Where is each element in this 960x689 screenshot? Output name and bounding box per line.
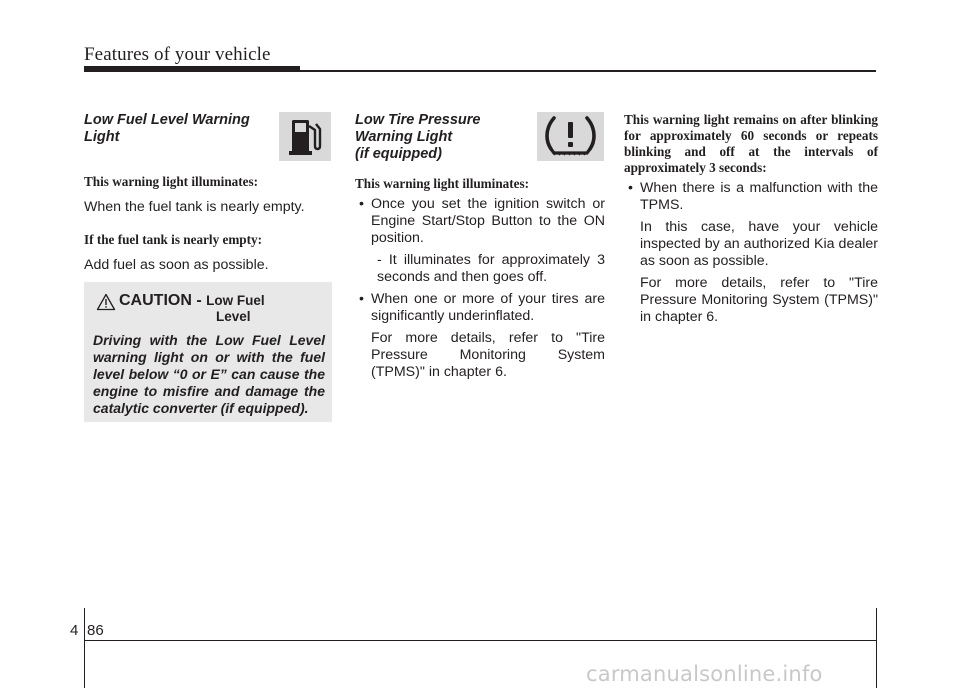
footer-left-crop-line [84, 608, 85, 688]
low-fuel-lead-1: This warning light illuminates: [84, 174, 259, 189]
page-number: 86 [87, 622, 104, 639]
tpms-lead: This warning light remains on after blinking for approximately 60 seconds or repeats blinking and off at the intervals of approximately 3 seconds: [624, 112, 878, 175]
low-tire-title-line-2: Warning Light [355, 129, 453, 145]
caution-subject-line-1: Low Fuel [206, 293, 265, 308]
caution-label: CAUTION - [119, 292, 202, 309]
warning-triangle-icon [96, 293, 116, 316]
footer-right-crop-line [876, 608, 877, 688]
low-tire-title-line-3: (if equipped) [355, 146, 442, 162]
low-tire-bullet-2-text: When one or more of your tires are significantly underinflated. [371, 291, 605, 324]
low-fuel-title: Low Fuel Level Warning Light [84, 112, 250, 145]
low-tire-title [355, 112, 530, 163]
tpms-bullet-1: • When there is a malfunction with the TPMS. [628, 180, 878, 213]
low-tire-bullet-1: • Once you set the ignition switch or Engine Start/Stop Button to the ON position. [359, 196, 605, 246]
watermark: carmanualsonline.info [586, 662, 823, 686]
tpms-bullet-1-text: When there is a malfunction with the TPMS. [640, 180, 878, 213]
low-tire-sub-1 [355, 252, 605, 286]
low-tire-bullet-1-text: Once you set the ignition switch or Engine Start/Stop Button to the ON position. [371, 196, 605, 246]
tpms-text-1: In this case, have your vehicle inspected by an authorized Kia dealer as soon as possible. [640, 219, 878, 269]
tpms-malfunction-section [624, 112, 878, 326]
header-rule-thin [300, 70, 876, 72]
low-tire-sub-1-text: - It illuminates for approximately 3 seconds and then goes off. [377, 252, 605, 285]
low-tire-note: For more details, refer to "Tire Pressure Monitoring System (TPMS)" in chapter 6. [371, 330, 605, 380]
tpms-note: For more details, refer to "Tire Pressure Monitoring System (TPMS)" in chapter 6. [640, 275, 878, 325]
low-fuel-lead-2: If the fuel tank is nearly empty: [84, 232, 263, 247]
low-fuel-text-1: When the fuel tank is nearly empty. [84, 199, 305, 215]
footer-rule [84, 640, 876, 641]
caution-box [84, 282, 332, 422]
caution-subject-line-2: Level [216, 309, 251, 324]
low-tire-bullet-2: • When one or more of your tires are significantly underinflated. [359, 291, 605, 324]
page-header-title: Features of your vehicle [84, 44, 271, 65]
fuel-pump-icon [279, 112, 331, 161]
caution-text: Driving with the Low Fuel Level warning light on or with the fuel level below “0 or E” can cause the engine to misfire and damage the catalytic converter (if equipped). [93, 332, 325, 416]
low-tire-lead: This warning light illuminates: [355, 176, 530, 191]
tire-pressure-warning-icon [537, 112, 604, 161]
low-tire-title-line-1: Low Tire Pressure [355, 112, 481, 128]
chapter-number: 4 [70, 622, 79, 639]
low-fuel-text-2: Add fuel as soon as possible. [84, 257, 269, 273]
header-rule-thick [84, 66, 300, 72]
